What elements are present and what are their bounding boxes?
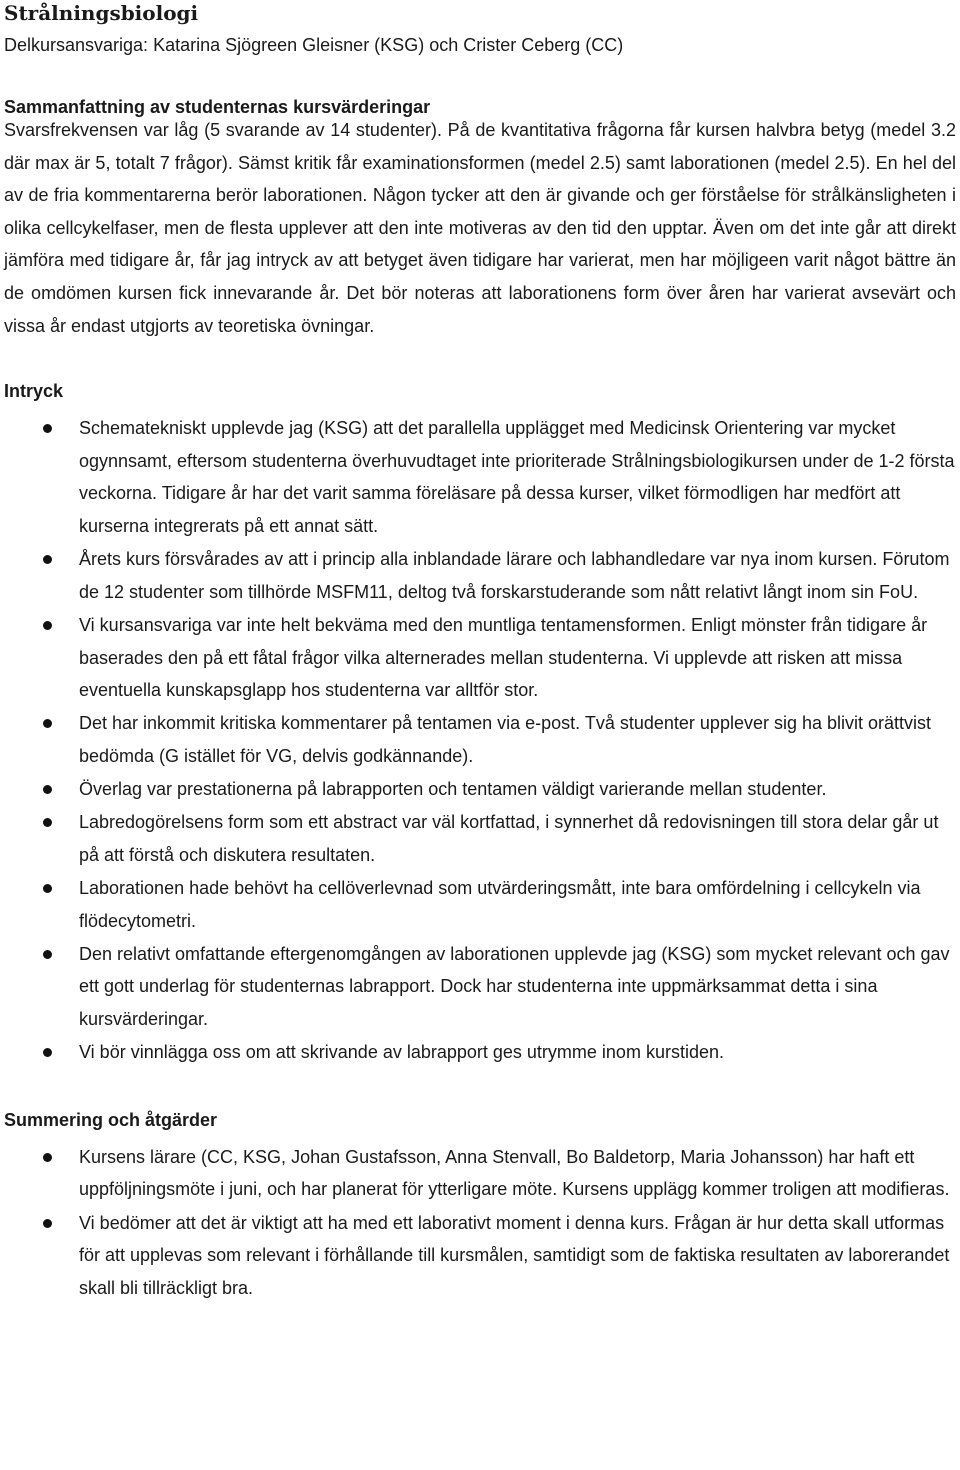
list-item-text: Den relativt omfattande eftergenomgången av laborationen upplevde jag (KSG) som mycket relevant och gav ett gott underlag för studenternas labrapport. Dock har studenterna inte uppmärksammat detta i sina kursvärderingar.: [79, 943, 950, 1029]
list-item-text: Kursens lärare (CC, KSG, Johan Gustafsson, Anna Stenvall, Bo Baldetorp, Maria Johansson) har haft ett uppföljningsmöte i juni, och har planerat för ytterligare möte. Kursens upplägg kommer troligen att modifieras.: [79, 1146, 950, 1200]
bullet-icon: [43, 1048, 52, 1057]
intryck-heading: Intryck: [4, 381, 64, 402]
bullet-icon: [43, 719, 52, 728]
list-item-text: Vi bedömer att det är viktigt att ha med ett laborativt moment i denna kurs. Frågan är hur detta skall utformas för att upplevas som relevant i förhållande till kursmålen, samtidigt som de faktiska resultaten av laborerandet skall bli tillräckligt bra.: [79, 1212, 950, 1298]
bullet-icon: [43, 884, 52, 893]
bullet-icon: [43, 818, 52, 827]
list-item: [4, 543, 956, 608]
list-item: [4, 707, 956, 772]
list-item: [4, 609, 956, 707]
bullet-icon: [43, 950, 52, 959]
intryck-list: [4, 412, 956, 1069]
list-item: [4, 412, 956, 542]
bullet-icon: [43, 1219, 52, 1228]
list-item: [4, 806, 956, 871]
list-item-text: Årets kurs försvårades av att i princip alla inblandade lärare och labhandledare var nya inom kursen. Förutom de 12 studenter som tillhörde MSFM11, deltog två forskarstuderande som nått relativt långt inom sin FoU.: [79, 549, 950, 602]
list-item-text: Labredogörelsens form som ett abstract var väl kortfattad, i synnerhet då redovisningen till stora delar går ut på att förstå och diskutera resultaten.: [79, 812, 939, 865]
list-item-text: Det har inkommit kritiska kommentarer på tentamen via e-post. Två studenter upplever sig ha blivit orättvist bedömda (G istället för VG, delvis godkännande).: [79, 713, 932, 766]
summary-paragraph: Svarsfrekvensen var låg (5 svarande av 14 studenter). På de kvantitativa frågorna får kursen halvbra betyg (medel 3.2 där max är 5, totalt 7 frågor). Sämst kritik får examinationsformen (medel 2.5) samt laborationen (medel 2.5). En hel del av de fria kommentarerna berör laborationen. Någon tycker att den är givande och ger förståelse för strålkänsligheten i olika cellcykelfaser, men de flesta upplever att den inte motiveras av den tid den upptar. Även om det inte går att direkt jämföra med tidigare år, får jag intryck av att betyget även tidigare har varierat, men har möjligeen varit något bättre än de omdömen kursen fick innevarande år. Det bör noteras att laborationens form över åren har varierat avsevärt och vissa år endast utgjorts av teoretiska övningar.: [4, 120, 956, 336]
summary-heading: Sammanfattning av studenternas kursvärderingar: [4, 97, 431, 117]
bullet-icon: [43, 424, 52, 433]
summering-list: [4, 1141, 956, 1305]
list-item: [4, 1036, 956, 1069]
list-item-text: Vi kursansvariga var inte helt bekväma med den muntliga tentamensformen. Enligt mönster från tidigare år baserades den på ett fåtal frågor vilka alternerades mellan studenterna. Vi upplevde att risken att missa eventuella kunskapsglapp hos studenterna var alltför stor.: [79, 614, 928, 701]
list-item-text: Schematekniskt upplevde jag (KSG) att det parallella upplägget med Medicinsk Orientering var mycket ogynnsamt, eftersom studenterna överhuvudtaget inte prioriterade Strålningsbiologikursen under de 1-2 första veckorna. Tidigare år har det varit samma föreläsare på dessa kurser, vilket förmodligen har medfört att kurserna integrerats på ett annat sätt.: [79, 418, 955, 536]
list-item-text: Vi bör vinnlägga oss om att skrivande av labrapport ges utrymme inom kurstiden.: [79, 1042, 724, 1063]
bullet-icon: [43, 555, 52, 564]
bullet-icon: [43, 621, 52, 630]
summering-heading: Summering och åtgärder: [4, 1109, 218, 1130]
bullet-icon: [43, 1153, 52, 1162]
list-item-text: Laborationen hade behövt ha cellöverlevnad som utvärderingsmått, inte bara omfördelning i cellcykeln via flödecytometri.: [79, 878, 921, 931]
list-item: [4, 773, 956, 806]
course-responsible-line: Delkursansvariga: Katarina Sjögreen Gleisner (KSG) och Crister Ceberg (CC): [4, 35, 624, 55]
list-item: [4, 1207, 956, 1305]
list-item-text: Överlag var prestationerna på labrapporten och tentamen väldigt varierande mellan studenter.: [79, 779, 827, 800]
list-item: [4, 872, 956, 937]
document-title: Strålningsbiologi: [4, 1, 199, 25]
document-page: [4, 0, 956, 1305]
list-item: [4, 938, 956, 1036]
list-item: [4, 1141, 956, 1206]
bullet-icon: [43, 785, 52, 794]
